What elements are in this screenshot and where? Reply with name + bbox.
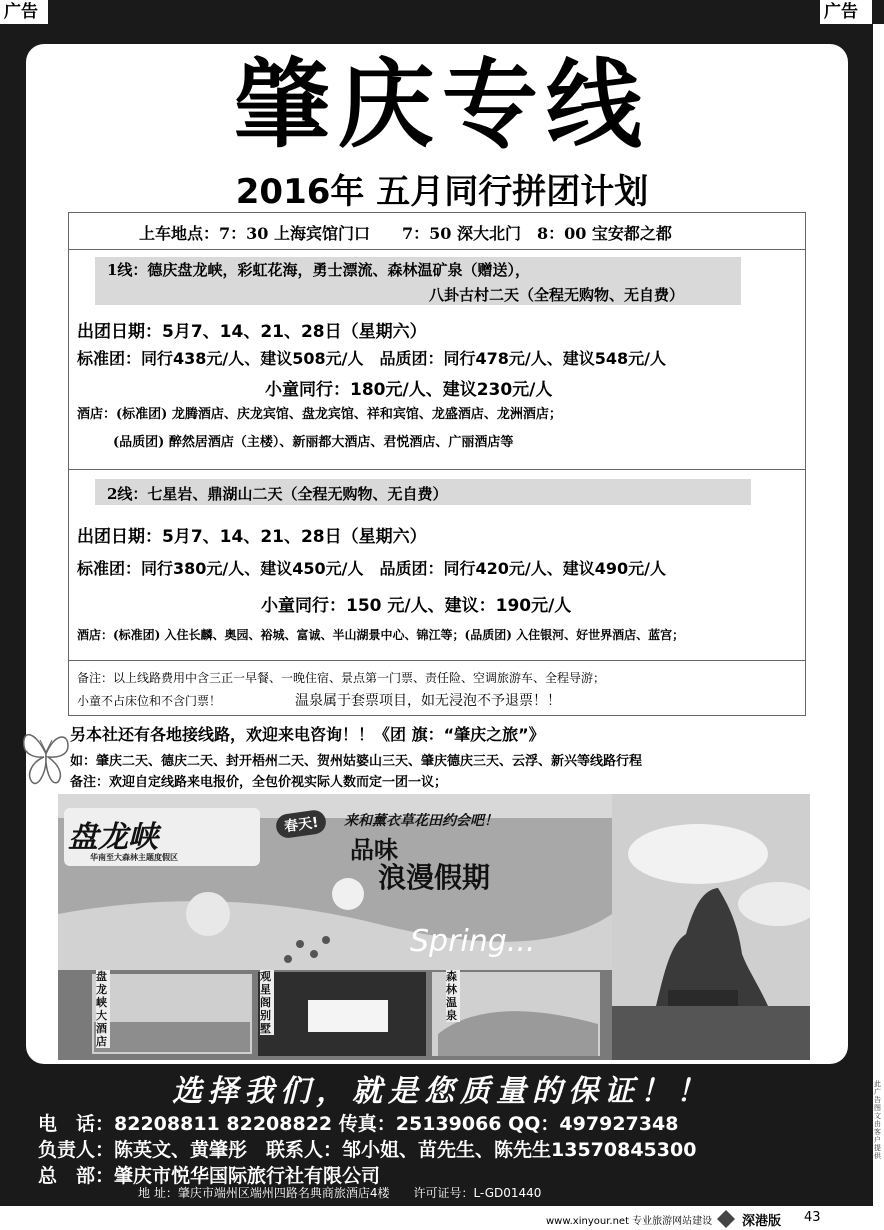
itinerary-box — [68, 212, 806, 663]
page-number: 43 — [804, 1210, 821, 1225]
invite-text: 来和薰衣草花田约会吧！ — [344, 813, 498, 829]
promo-headline-1: 品味 — [350, 835, 398, 864]
footer-bar — [0, 1206, 884, 1230]
line2-route: 2线：七星岩、鼎湖山二天（全程无购物、无自费） — [107, 485, 448, 503]
note-line2: 小童不占床位和不含门票！ — [77, 694, 222, 708]
line2-prices: 标准团：同行380元/人、建议450元/人 品质团：同行420元/人、建议490元/人 — [77, 559, 666, 578]
ad-label-left: 广告 — [0, 0, 48, 24]
resort-logo: 盘龙峡 — [68, 820, 158, 855]
contact-address: 地 址：肇庆市端州区端州四路名典商旅酒店4楼 许可证号：L-GD01440 — [138, 1186, 542, 1200]
photo-tag-spring: 森林温泉 — [446, 970, 460, 1022]
note-box — [68, 660, 806, 716]
other-routes-note: 备注：欢迎自定线路来电报价，全包价视实际人数而定一团一议； — [70, 775, 448, 790]
line1-child-price: 小童同行：180元/人、建议230元/人 — [265, 380, 553, 400]
slogan: 选择我们，就是您质量的保证！！ — [172, 1074, 712, 1109]
line1-dates: 出团日期：5月7、14、21、28日（星期六） — [77, 322, 427, 342]
note-line3: 温泉属于套票项目，如无浸泡不予退票！！ — [295, 693, 561, 709]
butterfly-icon — [18, 724, 74, 790]
boarding-info: 上车地点：7：30 上海宾馆门口 7：50 深大北门 8：00 宝安都之都 — [139, 224, 672, 243]
promo-headline-2: 浪漫假期 — [378, 861, 491, 894]
line1-route: 1线：德庆盘龙峡，彩虹花海，勇士漂流、森林温矿泉（赠送）， — [107, 261, 530, 279]
divider — [69, 469, 805, 470]
top-bar — [0, 0, 884, 24]
line1-prices: 标准团：同行438元/人、建议508元/人 品质团：同行478元/人、建议548元/人 — [77, 349, 666, 368]
photo-tag-hotel: 盘龙峡大酒店 — [96, 970, 110, 1048]
line2-child-price: 小童同行：150 元/人、建议：190元/人 — [261, 596, 572, 616]
line1-hotels-premium: (品质团) 醉然居酒店（主楼）、新丽都大酒店、君悦酒店、广丽酒店等 — [113, 435, 514, 450]
page-title: 肇庆专线 — [234, 48, 650, 161]
other-routes-list: 如：肇庆二天、德庆二天、封开梧州二天、贺州姑婆山三天、肇庆德庆三天、云浮、新兴等线路行程 — [70, 754, 643, 769]
contact-headquarters: 总 部：肇庆市悦华国际旅行社有限公司 — [38, 1165, 381, 1187]
spring-script: Spring... — [410, 924, 536, 959]
note-line1: 备注：以上线路费用中含三正一早餐、一晚住宿、景点第一门票、责任险、空调旅游车、全程导游； — [77, 671, 606, 685]
footer-site: www.xinyour.net 专业旅游网站建设 — [546, 1216, 713, 1227]
resort-logo-subtitle: 华南至大森林主题度假区 — [90, 853, 178, 862]
line2-dates: 出团日期：5月7、14、21、28日（星期六） — [77, 527, 427, 547]
line2-hotels: 酒店：(标准团) 入住长麟、奥园、裕城、富诚、半山湖景中心、锦江等；(品质团) 入住银河、好世界酒店、蓝宫； — [77, 628, 685, 642]
publisher-logo-icon — [716, 1209, 736, 1229]
page-subtitle: 2016年 五月同行拼团计划 — [235, 172, 649, 212]
footer-edition: 深港版 — [742, 1214, 782, 1229]
contact-phone: 电 话：82208811 82208822 传真：25139066 QQ：497927348 — [38, 1113, 679, 1135]
line1-hotels-standard: 酒店：(标准团) 龙腾酒店、庆龙宾馆、盘龙宾馆、祥和宾馆、龙盛酒店、龙洲酒店； — [77, 407, 562, 422]
divider — [69, 249, 805, 250]
other-routes-heading: 另本社还有各地接线路，欢迎来电咨询！！《团 旗：“肇庆之旅”》 — [70, 725, 545, 744]
spring-badge: 春天! — [275, 809, 328, 840]
line1-route-cont: 八卦古村二天（全程无购物、无自费） — [429, 286, 685, 304]
ad-label-right: 广告 — [820, 0, 872, 24]
contact-persons: 负责人：陈英文、黄肇彤 联系人：邹小姐、苗先生、陈先生13570845300 — [38, 1139, 697, 1161]
photo-tag-villa: 观星阁别墅 — [260, 970, 274, 1035]
side-disclaimer: 此广告图文由客户提供 — [874, 1080, 881, 1160]
